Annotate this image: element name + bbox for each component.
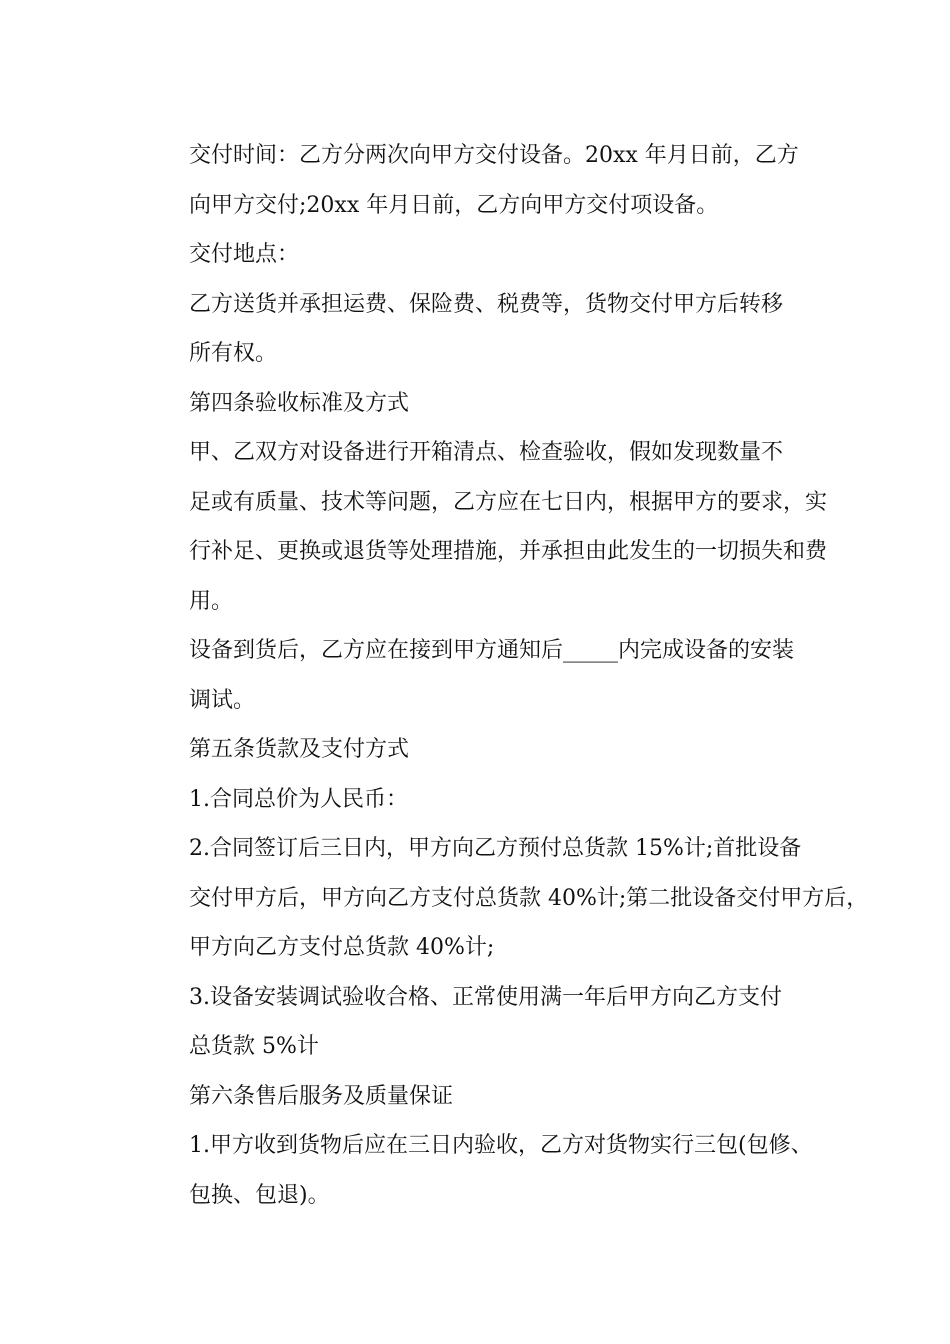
- text-line: 2.合同签订后三日内，甲方向乙方预付总货款 15%计;首批设备: [189, 836, 802, 861]
- text-line: 设备到货后，乙方应在接到甲方通知后_____内完成设备的安装: [189, 638, 795, 663]
- paragraph: [145, 1072, 810, 1122]
- paragraph: [145, 428, 828, 626]
- paragraph: [145, 725, 810, 775]
- text-line: 向甲方交付;20xx 年月日前，乙方向甲方交付项设备。: [189, 192, 719, 218]
- paragraph: [145, 131, 810, 230]
- text-line: 甲、乙双方对设备进行开箱清点、检查验收，假如发现数量不: [189, 440, 784, 465]
- text-line: 包换、包退)。: [189, 1182, 330, 1208]
- paragraph: [145, 626, 810, 725]
- text-line: 1.甲方收到货物后应在三日内验收，乙方对货物实行三包(包修、: [189, 1133, 813, 1158]
- text-line: 交付时间：乙方分两次向甲方交付设备。20xx 年月日前，乙方: [189, 143, 799, 168]
- text-line: 3.设备安装调试验收合格、正常使用满一年后甲方向乙方支付: [189, 984, 782, 1010]
- paragraph: [145, 230, 810, 280]
- text-line: 交付甲方后，甲方向乙方支付总货款 40%计;第二批设备交付甲方后，: [189, 885, 869, 911]
- paragraph: [145, 1121, 813, 1220]
- text-line: 第六条售后服务及质量保证: [189, 1083, 454, 1109]
- text-line: 所有权。: [189, 341, 278, 366]
- text-line: 调试。: [189, 687, 256, 713]
- text-line: 甲方向乙方支付总货款 40%计;: [189, 935, 495, 960]
- paragraph: [145, 824, 869, 973]
- document-body: [145, 131, 869, 1220]
- text-line: 行补足、更换或退货等处理措施，并承担由此发生的一切损失和费: [189, 539, 828, 564]
- paragraph: [145, 379, 810, 429]
- text-line: 1.合同总价为人民币：: [189, 786, 408, 812]
- paragraph: [145, 973, 810, 1072]
- text-line: 第五条货款及支付方式: [189, 737, 410, 762]
- text-line: 足或有质量、技术等问题，乙方应在七日内，根据甲方的要求，实: [189, 489, 828, 515]
- text-line: 用。: [189, 588, 234, 614]
- paragraph: [145, 775, 810, 825]
- text-line: 交付地点：: [189, 242, 300, 267]
- paragraph: [145, 280, 810, 379]
- text-line: 第四条验收标准及方式: [189, 390, 410, 416]
- text-line: 总货款 5%计: [189, 1034, 319, 1059]
- text-line: 乙方送货并承担运费、保险费、税费等，货物交付甲方后转移: [189, 291, 784, 317]
